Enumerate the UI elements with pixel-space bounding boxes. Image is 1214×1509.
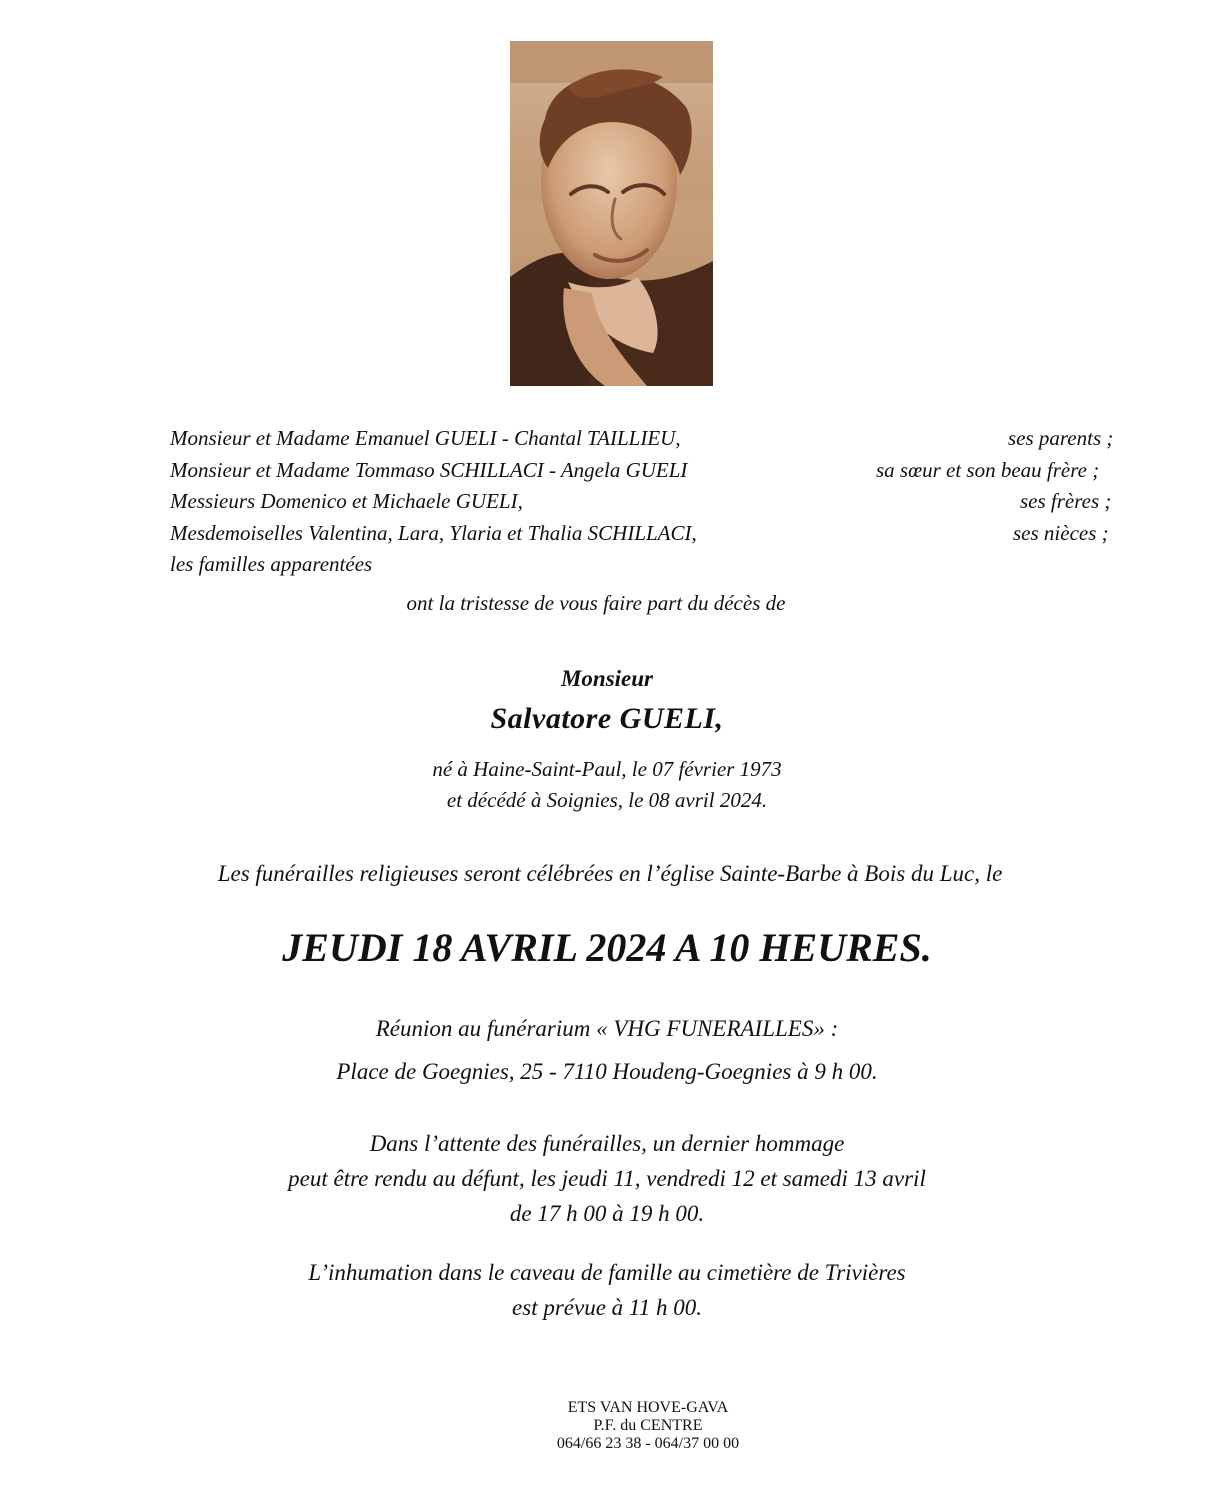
- family-relation-brothers: ses frères ;: [1020, 489, 1112, 513]
- death-details: et décédé à Soignies, le 08 avril 2024.: [446, 788, 768, 812]
- family-relation-sister: sa sœur et son beau frère ;: [876, 457, 1100, 482]
- tribute-line-2: peut être rendu au défunt, les jeudi 11, vendredi 12 et samedi 13 avril: [288, 1166, 926, 1191]
- burial-line-2: est prévue à 11 h 00.: [512, 1295, 702, 1320]
- family-name-parents: Monsieur et Madame Emanuel GUELI - Chantal TAILLIEU,: [170, 426, 681, 450]
- deceased-name: Salvatore GUELI,: [490, 702, 724, 735]
- family-row-brothers: [170, 486, 1125, 518]
- funeral-home-phones: 064/66 23 38 - 064/37 00 00: [556, 1435, 740, 1452]
- family-row-nieces: [170, 518, 1125, 550]
- family-name-relatives: les familles apparentées: [170, 552, 373, 576]
- family-relation-parents: ses parents ;: [1008, 426, 1114, 450]
- funeral-home-info: [548, 1399, 748, 1453]
- tribute-line-1: Dans l’attente des funérailles, un dernier hommage: [369, 1131, 845, 1156]
- family-relation-nieces: ses nièces ;: [1013, 520, 1109, 545]
- funeral-date: JEUDI 18 AVRIL 2024 A 10 HEURES.: [282, 925, 932, 970]
- funeral-home-name: ETS VAN HOVE-GAVA: [567, 1399, 729, 1416]
- portrait-photo: [510, 41, 713, 386]
- family-name-brothers: Messieurs Domenico et Michaele GUELI,: [170, 489, 523, 513]
- family-list: [170, 423, 1125, 581]
- family-row-sister: [170, 455, 1125, 487]
- family-row-parents: [170, 423, 1125, 455]
- family-name-nieces: Mesdemoiselles Valentina, Lara, Ylaria et Thalia SCHILLACI,: [170, 520, 697, 545]
- tribute-line-3: de 17 h 00 à 19 h 00.: [509, 1201, 705, 1226]
- deceased-title: Monsieur: [560, 666, 654, 691]
- announcement-text: ont la tristesse de vous faire part du décès de: [406, 591, 786, 615]
- birth-details: né à Haine-Saint-Paul, le 07 février 1973: [432, 757, 782, 781]
- funeral-intro: Les funérailles religieuses seront célébrées en l’église Sainte-Barbe à Bois du Luc, le: [217, 861, 1003, 886]
- meeting-location-address: Place de Goegnies, 25 - 7110 Houdeng-Goegnies à 9 h 00.: [336, 1059, 878, 1084]
- portrait-image: [510, 41, 713, 386]
- family-row-relatives: [170, 549, 1125, 581]
- meeting-location-title: Réunion au funérarium « VHG FUNERAILLES» :: [375, 1016, 839, 1041]
- burial-line-1: L’inhumation dans le caveau de famille au cimetière de Trivières: [308, 1260, 906, 1285]
- funeral-home-subtitle: P.F. du CENTRE: [593, 1417, 703, 1434]
- family-name-sister: Monsieur et Madame Tommaso SCHILLACI - Angela GUELI: [170, 457, 688, 482]
